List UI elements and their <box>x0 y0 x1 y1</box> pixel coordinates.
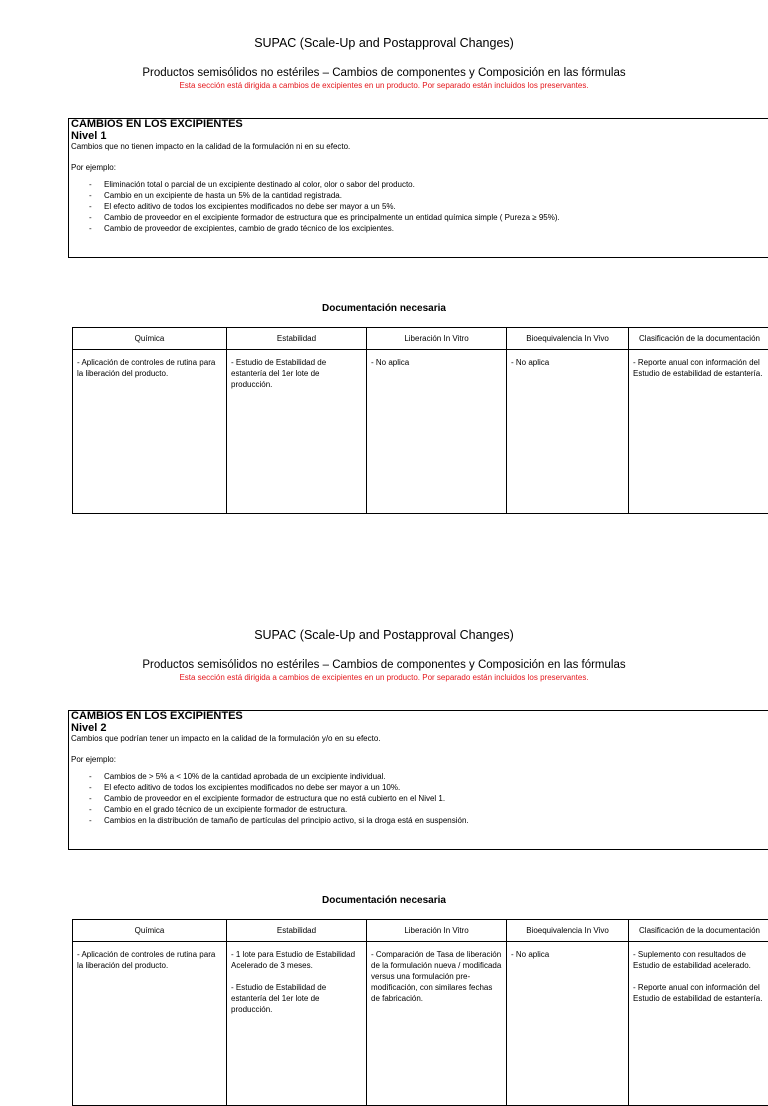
level-description: Cambios que podrían tener un impacto en la calidad de la formulación y/o en su efecto. <box>71 734 768 744</box>
example-label: Por ejemplo: <box>71 755 768 765</box>
list-item-text: El efecto aditivo de todos los excipientes modificados no debe ser mayor a un 10%. <box>104 783 400 792</box>
column-header-liberacion: Liberación In Vitro <box>367 920 507 942</box>
level-label: Nivel 1 <box>71 130 768 142</box>
list-item: - Cambio de proveedor en el excipiente formador de estructura que no está cubierto en el Nivel 1. <box>71 793 768 804</box>
list-item: - El efecto aditivo de todos los excipientes modificados no debe ser mayor a un 10%. <box>71 782 768 793</box>
level-label: Nivel 2 <box>71 722 768 734</box>
example-list <box>71 771 768 826</box>
cell-text: - Reporte anual con información del Estudio de estabilidad de estantería. <box>633 982 766 1004</box>
list-item: - El efecto aditivo de todos los excipientes modificados no debe ser mayor a un 5%. <box>71 201 768 212</box>
cell-text: - No aplica <box>511 949 624 960</box>
column-header-quimica: Química <box>73 328 227 350</box>
page-subtitle: Productos semisólidos no estériles – Cambios de componentes y Composición en las fórmulas <box>0 67 768 79</box>
cell-text: - No aplica <box>511 357 624 368</box>
column-header-clasificacion: Clasificación de la documentación <box>629 920 768 942</box>
cell-clasificacion <box>629 350 768 514</box>
column-header-quimica: Química <box>73 920 227 942</box>
cell-liberacion <box>367 350 507 514</box>
list-item-text: Eliminación total o parcial de un excipiente destinado al color, olor o sabor del producto. <box>104 180 415 189</box>
level-description: Cambios que no tienen impacto en la calidad de la formulación ni en su efecto. <box>71 142 768 152</box>
column-header-clasificacion: Clasificación de la documentación <box>629 328 768 350</box>
list-item: - Cambios en la distribución de tamaño de partículas del principio activo, si la droga está en suspensión. <box>71 815 768 826</box>
documentation-table <box>72 327 768 514</box>
list-item: - Cambio de proveedor en el excipiente formador de estructura que es principalmente un entidad química simple ( Pureza ≥ 95%). <box>71 212 768 223</box>
cell-text: - Estudio de Estabilidad de estantería del 1er lote de producción. <box>231 982 362 1015</box>
cell-quimica <box>73 350 227 514</box>
list-item-text: El efecto aditivo de todos los excipientes modificados no debe ser mayor a un 5%. <box>104 202 396 211</box>
page-subtitle: Productos semisólidos no estériles – Cambios de componentes y Composición en las fórmulas <box>0 659 768 671</box>
documentation-table <box>72 919 768 1106</box>
cell-text: - Aplicación de controles de rutina para la liberación del producto. <box>77 357 222 379</box>
list-item-text: Cambio en un excipiente de hasta un 5% de la cantidad registrada. <box>104 191 342 200</box>
cell-text: - No aplica <box>371 357 502 368</box>
list-item: - Eliminación total o parcial de un excipiente destinado al color, olor o sabor del producto. <box>71 179 768 190</box>
list-item: - Cambio de proveedor de excipientes, cambio de grado técnico de los excipientes. <box>71 223 768 234</box>
column-header-bioequivalencia: Bioequivalencia In Vivo <box>507 328 629 350</box>
table-header-row <box>73 920 768 942</box>
table-row <box>73 350 768 514</box>
cell-estabilidad <box>227 350 367 514</box>
page-title: SUPAC (Scale-Up and Postapproval Changes) <box>0 36 768 50</box>
changes-box <box>68 710 768 850</box>
list-item: - Cambios de > 5% a < 10% de la cantidad aprobada de un excipiente individual. <box>71 771 768 782</box>
example-list <box>71 179 768 234</box>
changes-box <box>68 118 768 258</box>
column-header-liberacion: Liberación In Vitro <box>367 328 507 350</box>
list-item-text: Cambios de > 5% a < 10% de la cantidad aprobada de un excipiente individual. <box>104 772 386 781</box>
cell-bioequivalencia <box>507 350 629 514</box>
cell-text: - Estudio de Estabilidad de estantería del 1er lote de producción. <box>231 357 362 390</box>
section-note: Esta sección está dirigida a cambios de excipientes en un producto. Por separado están incluidos los preservantes. <box>0 81 768 90</box>
cell-text: - Suplemento con resultados de Estudio de estabilidad acelerado. <box>633 949 766 971</box>
cell-text: - 1 lote para Estudio de Estabilidad Acelerado de 3 meses. <box>231 949 362 971</box>
list-item-text: Cambio de proveedor de excipientes, cambio de grado técnico de los excipientes. <box>104 224 394 233</box>
section-nivel-2 <box>0 592 768 1024</box>
cell-text: - Reporte anual con información del Estudio de estabilidad de estantería. <box>633 357 766 379</box>
list-item: - Cambio en un excipiente de hasta un 5% de la cantidad registrada. <box>71 190 768 201</box>
box-heading: CAMBIOS EN LOS EXCIPIENTES <box>71 119 768 130</box>
documentation-heading: Documentación necesaria <box>0 895 768 906</box>
column-header-bioequivalencia: Bioequivalencia In Vivo <box>507 920 629 942</box>
list-item-text: Cambio de proveedor en el excipiente formador de estructura que es principalmente un entidad química simple ( Pureza ≥ 95%). <box>104 213 560 222</box>
example-label: Por ejemplo: <box>71 163 768 173</box>
box-heading: CAMBIOS EN LOS EXCIPIENTES <box>71 711 768 722</box>
page-title: SUPAC (Scale-Up and Postapproval Changes) <box>0 628 768 642</box>
column-header-estabilidad: Estabilidad <box>227 920 367 942</box>
list-item-text: Cambio en el grado técnico de un excipiente formador de estructura. <box>104 805 347 814</box>
list-item-text: Cambio de proveedor en el excipiente formador de estructura que no está cubierto en el Nivel 1. <box>104 794 445 803</box>
section-note: Esta sección está dirigida a cambios de excipientes en un producto. Por separado están incluidos los preservantes. <box>0 673 768 682</box>
cell-text: - Comparación de Tasa de liberación de la formulación nueva / modificada versus una formulación pre-modificación, con similares fechas de fabricación. <box>371 949 502 1004</box>
documentation-heading: Documentación necesaria <box>0 303 768 314</box>
list-item-text: Cambios en la distribución de tamaño de partículas del principio activo, si la droga está en suspensión. <box>104 816 469 825</box>
table-header-row <box>73 328 768 350</box>
column-header-estabilidad: Estabilidad <box>227 328 367 350</box>
list-item: - Cambio en el grado técnico de un excipiente formador de estructura. <box>71 804 768 815</box>
cell-text: - Aplicación de controles de rutina para la liberación del producto. <box>77 949 222 971</box>
